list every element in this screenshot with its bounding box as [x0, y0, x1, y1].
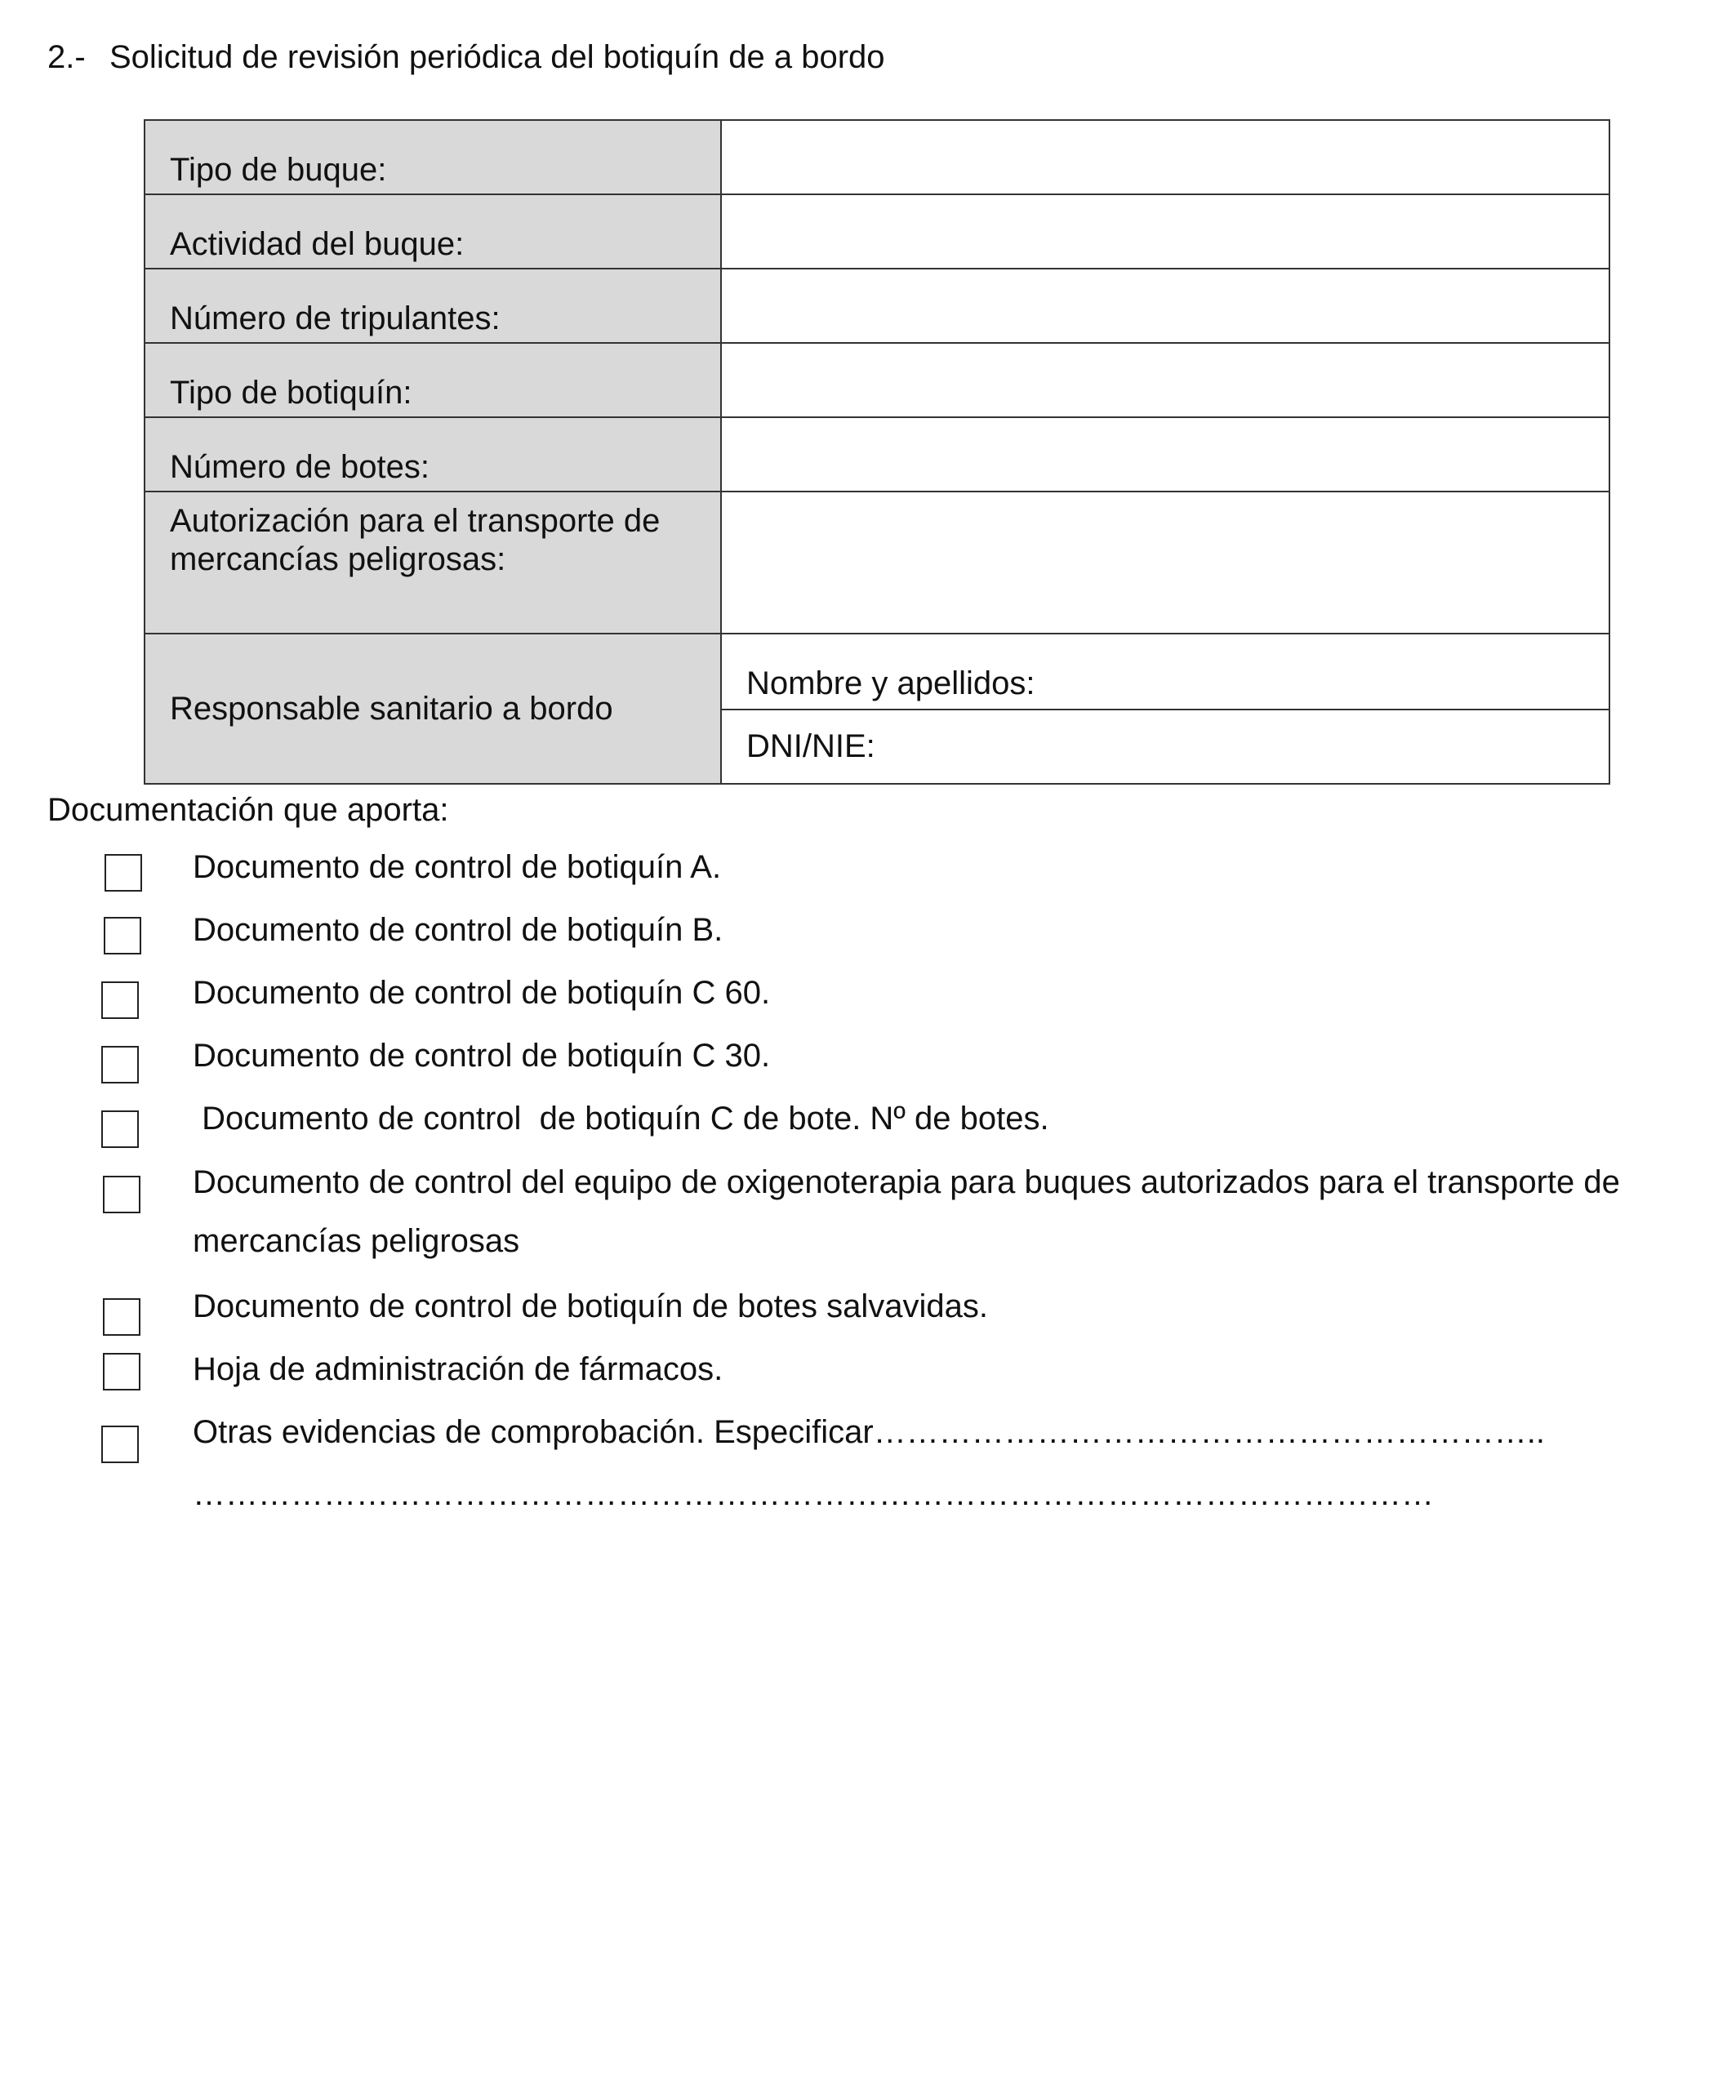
- doc-lifeboat-kit-checkbox[interactable]: [103, 1298, 140, 1336]
- officer-name-field[interactable]: Nombre y apellidos:: [721, 634, 1609, 710]
- officer-id-field[interactable]: DNI/NIE:: [721, 710, 1609, 784]
- kit-type-field[interactable]: [721, 343, 1609, 417]
- doc-kit-c60-label: Documento de control de botiquín C 60.: [193, 975, 771, 1011]
- table-row: [145, 120, 1609, 194]
- boats-count-label: Número de botes:: [145, 417, 721, 492]
- doc-kit-b-label: Documento de control de botiquín B.: [193, 912, 723, 948]
- doc-kit-c-boat-checkbox[interactable]: [101, 1110, 139, 1148]
- section-number: 2.-: [47, 39, 86, 75]
- ship-type-label: Tipo de buque:: [145, 120, 721, 194]
- documentation-heading: Documentación que aporta:: [47, 792, 449, 828]
- doc-oxygen-therapy-label: Documento de control del equipo de oxigenoterapia para buques autorizados para el transporte de mercancías peligrosas: [193, 1164, 1620, 1259]
- table-row: [145, 634, 1609, 710]
- ship-type-field[interactable]: [721, 120, 1609, 194]
- other-evidence-continuation[interactable]: ……………………………………………………………………………………………………: [193, 1476, 1434, 1512]
- dangerous-goods-field[interactable]: [721, 492, 1609, 634]
- boats-count-field[interactable]: [721, 417, 1609, 492]
- table-row: [145, 343, 1609, 417]
- health-officer-label: Responsable sanitario a bordo: [145, 634, 721, 784]
- drug-administration-sheet-label: Hoja de administración de fármacos.: [193, 1351, 723, 1387]
- ship-activity-label: Actividad del buque:: [145, 194, 721, 269]
- kit-type-label: Tipo de botiquín:: [145, 343, 721, 417]
- crew-count-label: Número de tripulantes:: [145, 269, 721, 343]
- ship-info-table: [144, 119, 1610, 785]
- doc-kit-c-boat-label: Documento de control de botiquín C de bote. Nº de botes.: [193, 1101, 1049, 1137]
- doc-kit-a-label: Documento de control de botiquín A.: [193, 849, 722, 885]
- doc-kit-c30-label: Documento de control de botiquín C 30.: [193, 1038, 771, 1074]
- dangerous-goods-label: Autorización para el transporte de mercancías peligrosas:: [145, 492, 721, 634]
- doc-kit-b-checkbox[interactable]: [104, 917, 141, 954]
- other-evidence-checkbox[interactable]: [101, 1426, 139, 1463]
- section-title: [47, 39, 885, 76]
- doc-kit-a-checkbox[interactable]: [105, 854, 142, 892]
- doc-lifeboat-kit-label: Documento de control de botiquín de botes salvavidas.: [193, 1288, 988, 1324]
- drug-administration-sheet-checkbox[interactable]: [103, 1353, 140, 1390]
- section-title-text: Solicitud de revisión periódica del botiquín de a bordo: [109, 39, 885, 75]
- table-row: [145, 417, 1609, 492]
- doc-kit-c30-checkbox[interactable]: [101, 1046, 139, 1083]
- crew-count-field[interactable]: [721, 269, 1609, 343]
- doc-oxygen-therapy-checkbox[interactable]: [103, 1176, 140, 1213]
- table-row: [145, 194, 1609, 269]
- ship-activity-field[interactable]: [721, 194, 1609, 269]
- table-row: [145, 269, 1609, 343]
- table-row: [145, 492, 1609, 634]
- doc-kit-c60-checkbox[interactable]: [101, 981, 139, 1019]
- other-evidence-label: Otras evidencias de comprobación. Especificar……………………………………………………..: [193, 1414, 1545, 1450]
